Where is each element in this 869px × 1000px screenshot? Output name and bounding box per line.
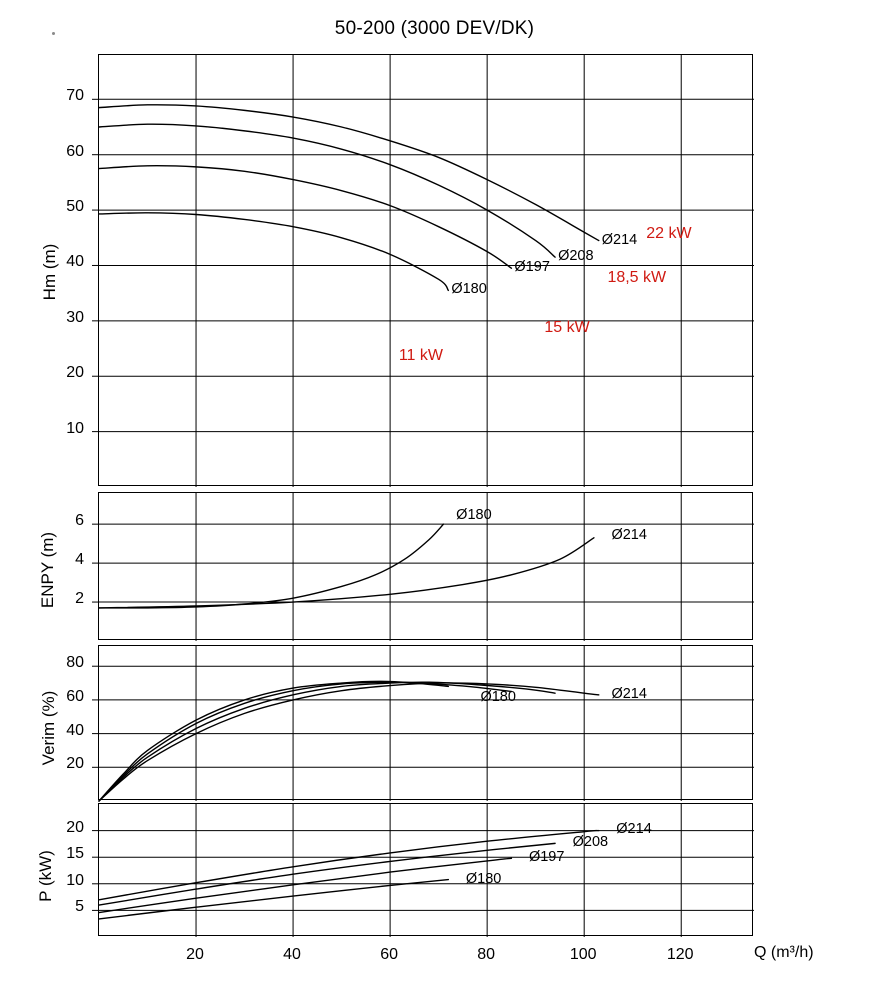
x-tick-label: 60 [380, 946, 398, 963]
y-tick-label: 10 [66, 871, 84, 889]
y-tick-label: 20 [66, 755, 84, 773]
chart-title: 50-200 (3000 DEV/DK) [334, 18, 535, 39]
panel-power-plot [99, 804, 754, 937]
y-tick-label: 80 [66, 654, 84, 672]
axis-label-q: Q (m³/h) [754, 944, 814, 961]
y-tick-label: 40 [66, 253, 84, 271]
y-tick-label: 5 [75, 898, 84, 916]
power-rating-label: 22 kW [646, 225, 692, 242]
power-rating-label: 11 kW [398, 346, 443, 364]
panel-efficiency-plot [99, 646, 754, 801]
curve-label: Ø197 [514, 259, 550, 276]
y-tick-label: 50 [66, 198, 84, 216]
x-tick-label: 40 [283, 946, 301, 963]
x-tick-label: 120 [666, 946, 694, 963]
curve-label: Ø180 [480, 689, 516, 706]
curve-label: Ø180 [465, 870, 502, 887]
curve-label: Ø197 [528, 849, 565, 866]
curve-label: Ø180 [451, 281, 487, 298]
y-tick-label: 6 [75, 512, 84, 530]
curve-label: Ø214 [616, 820, 652, 837]
panel-efficiency [98, 645, 753, 800]
curve-label: Ø214 [611, 685, 647, 702]
curve-label: Ø180 [456, 507, 492, 524]
x-tick-label: 80 [477, 946, 496, 963]
y-tick-label: 4 [75, 551, 84, 569]
y-tick-label: 60 [66, 142, 84, 160]
curve-label: Ø214 [611, 526, 647, 543]
y-tick-label: 20 [66, 818, 84, 836]
x-tick-label: 100 [569, 946, 597, 963]
y-tick-label: 60 [66, 687, 84, 705]
y-tick-label: 10 [66, 419, 84, 437]
power-rating-label: 18,5 kW [607, 269, 667, 287]
y-tick-label: 20 [66, 364, 84, 382]
curve-label: Ø214 [601, 231, 638, 248]
power-rating-label: 15 kW [544, 319, 590, 337]
panel-npsh [98, 492, 753, 640]
axis-label-verim: Verim (%) [39, 690, 58, 766]
y-tick-label: 40 [66, 721, 84, 739]
y-tick-label: 30 [66, 308, 84, 326]
x-tick-label: 20 [186, 946, 204, 963]
axis-label-enpy: ENPY (m) [38, 531, 57, 609]
y-tick-label: 70 [66, 87, 84, 105]
panel-power [98, 803, 753, 936]
axis-label-p: P (kW) [36, 850, 55, 902]
curve-label: Ø208 [558, 248, 594, 265]
y-tick-label: 2 [75, 590, 84, 608]
y-tick-label: 15 [66, 845, 84, 863]
panel-npsh-plot [99, 493, 754, 641]
curve-label: Ø208 [572, 834, 609, 851]
axis-label-hm: Hm (m) [40, 243, 59, 301]
